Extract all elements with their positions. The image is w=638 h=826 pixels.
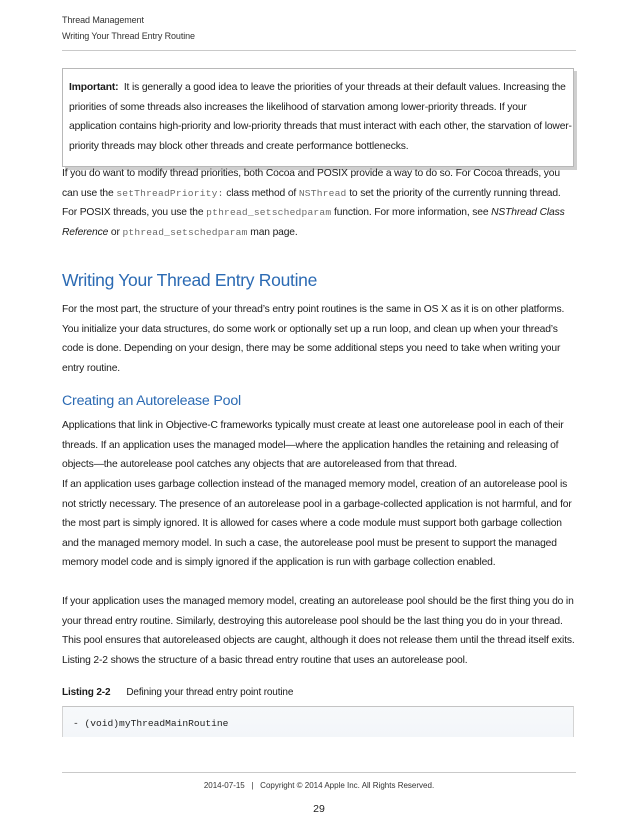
code-setthreadpriority: setThreadPriority: (116, 187, 224, 199)
autorelease-paragraph-2: If an application uses garbage collection instead of the managed memory model, creation of an autorelease pool is not strictly necessary. The presence of an autorelease pool in a garbage-collected application is not harmful, and for the most part is simply ignored. It is allowed for cases where a code module must support both garbage collection and the managed memory model. In such a case, the autorelease pool must be present to support the managed memory model code and is simply ignored if the application is run with garbage collection enabled. (62, 479, 572, 569)
text-run: class method of (223, 187, 299, 199)
page-footer (0, 781, 638, 790)
footer-divider (62, 772, 576, 773)
autorelease-paragraph-3: If your application uses the managed memory model, creating an autorelease pool should be the first thing you do in your thread entry routine. Similarly, destroying this autorelease pool should be the last thing you do in your thread. This pool ensures that autoreleased objects are caught, although it does not release them until the thread itself exits. Listing 2-2 shows the structure of a basic thread entry routine that uses an autorelease pool. (62, 596, 575, 666)
listing-number: Listing 2-2 (62, 687, 111, 698)
footer-separator: | (251, 781, 254, 790)
running-header-chapter: Thread Management (62, 15, 144, 25)
page-number: 29 (313, 803, 325, 815)
text-run: to set the priority of the currently running thread. For POSIX threads, you use the (62, 187, 561, 219)
important-callout (62, 68, 574, 167)
header-divider (62, 50, 576, 51)
code-listing-box (62, 706, 574, 737)
important-label: Important: (69, 82, 119, 93)
text-run: man page. (247, 226, 298, 238)
thread-priority-paragraph (62, 164, 578, 242)
listing-caption (62, 687, 293, 698)
footer-date: 2014-07-15 (203, 781, 245, 790)
footer-copyright: Copyright © 2014 Apple Inc. All Rights Reserved. (260, 781, 435, 790)
section-heading: Writing Your Thread Entry Routine (62, 270, 318, 290)
important-text: It is generally a good idea to leave the priorities of your threads at their default values. Increasing the priorities of some threads also increases the likelihood of starvation among lower-priority threads. If your application contains high-priority and low-priority threads that must interact with each other, the starvation of lower-priority threads may block other threads and create performance bottlenecks. (69, 82, 572, 152)
text-run: If you do want to modify thread priorities, both Cocoa and POSIX provide a way to do so. For Cocoa threads, you can use the (62, 168, 560, 199)
entry-routine-paragraph: For the most part, the structure of your thread’s entry point routines is the same in OS X as it is on other platforms. You initialize your data structures, do some work or optionally set up a run loop, and clean up when your thread’s code is done. Depending on your design, there may be some additional steps you need to take when writing your entry routine. (62, 304, 565, 374)
code-pthread-setschedparam: pthread_setschedparam (206, 207, 332, 219)
listing-title: Defining your thread entry point routine (126, 687, 294, 698)
text-run: or (108, 226, 123, 238)
autorelease-paragraph-1: Applications that link in Objective-C frameworks typically must create at least one autorelease pool in each of their threads. If an application uses the managed model—where the application handles the retaining and releasing of objects—the autorelease pool catches any objects that are autoreleased from that thread. (62, 420, 564, 471)
code-line: - (void)myThreadMainRoutine (73, 718, 229, 729)
running-header-section: Writing Your Thread Entry Routine (62, 31, 195, 41)
pthread-setschedparam-manpage-link[interactable]: pthread_setschedparam (122, 226, 248, 238)
code-nsthread: NSThread (298, 187, 347, 199)
subsection-heading: Creating an Autorelease Pool (62, 393, 241, 409)
text-run: function. For more information, see (331, 207, 492, 219)
nsthread-class-reference-link[interactable]: NSThread Class Reference (62, 207, 565, 238)
